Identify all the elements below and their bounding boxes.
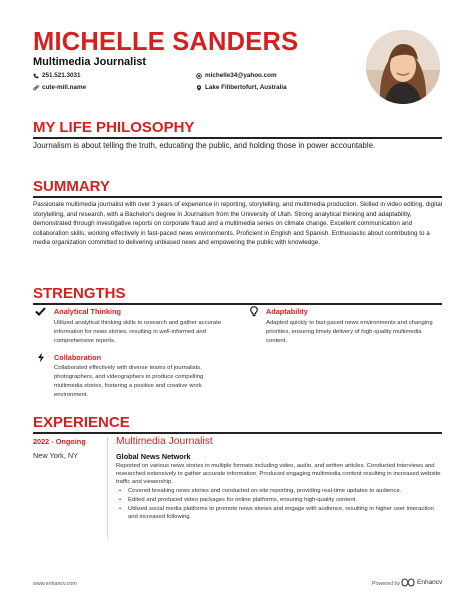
footer-logo xyxy=(401,578,442,587)
timeline-line xyxy=(107,438,108,538)
experience-bullets xyxy=(116,488,442,523)
list-item: • Edited and produced video packages for online platforms, ensuring high-quality content. xyxy=(116,497,442,505)
strength-description: Adapted quickly to fast-paced news environments and changing priorities, ensuring timely delivery of high-quality multimedia content. xyxy=(266,320,433,344)
website-text[interactable]: cute-mill.name xyxy=(42,84,87,91)
check-icon xyxy=(35,307,46,316)
strength-title: Analytical Thinking xyxy=(54,307,121,316)
experience-description: Reported on various news stories in multiple formats including video, audio, and written articles. Conducted interviews and researched extensively to gather accurate information. Produced engaging multimedia content resulting in increased website traffic and viewership. xyxy=(116,463,441,485)
strength-title: Collaboration xyxy=(54,353,102,362)
philosophy-text: Journalism is about telling the truth, educating the public, and holding those in power accountable. xyxy=(33,141,376,150)
location-text: Lake Filibertofurt, Australia xyxy=(205,84,287,91)
candidate-name: MICHELLE SANDERS xyxy=(33,28,299,56)
lightbulb-icon xyxy=(250,306,258,317)
footer-website[interactable]: www.enhancv.com xyxy=(33,581,77,587)
strength-description: Collaborated effectively with diverse teams of journalists, photographers, and videographers to produce compelling multimedia stories, fostering a positive and creative work environment. xyxy=(54,365,204,398)
footer-brand: Enhancv xyxy=(417,579,443,586)
strength-title: Adaptability xyxy=(266,307,308,316)
experience-location: New York, NY xyxy=(33,451,79,460)
contact-location xyxy=(196,84,287,91)
summary-text: Passionate multimedia journalist with over 3 years of experience in reporting, storytelling, and multimedia production. Skilled in video editing, digital storytelling, and research, with a Bachelor's degree in Journalism from the University of Utah. Strong analytical thinking and adaptability, demonstrated through investigative reports on corporate fraud and a multimedia series on climate change. Excellent communication and collaboration skills, working effectively in fast-paced news environments. Proficient in English and Spanish. Enthusiastic about contributing to a media organization committed to delivering unbiased news and empowering the public with knowledge. xyxy=(33,201,443,247)
contact-phone xyxy=(33,72,81,79)
candidate-title: Multimedia Journalist xyxy=(33,56,147,68)
strength-description: Utilized analytical thinking skills to research and gather accurate information for news stories, resulting in well-informed and comprehensive reports. xyxy=(54,320,221,344)
contact-email[interactable] xyxy=(196,72,277,79)
strengths-heading: STRENGTHS xyxy=(33,285,126,302)
experience-heading: EXPERIENCE xyxy=(33,414,130,431)
lightning-icon xyxy=(37,352,45,363)
footer-powered-by: Powered by xyxy=(372,581,400,587)
summary-heading: SUMMARY xyxy=(33,178,110,195)
section-divider xyxy=(33,432,442,434)
list-item: • Utilized social media platforms to promote news stories and engage with audience, resulting in higher user interaction and increased following. xyxy=(116,506,442,522)
list-item: • Covered breaking news stories and conducted on-site reporting, providing real-time updates to audience. xyxy=(116,488,442,496)
location-pin-icon xyxy=(196,85,202,91)
contact-website[interactable] xyxy=(33,84,86,91)
experience-dates: 2022 - Ongoing xyxy=(33,437,86,446)
section-divider xyxy=(33,137,442,139)
experience-company: Global News Network xyxy=(116,452,191,461)
experience-role: Multimedia Journalist xyxy=(116,436,213,447)
section-divider xyxy=(33,303,442,305)
phone-icon xyxy=(33,73,39,79)
enhancv-logo-icon xyxy=(401,578,415,587)
philosophy-heading: MY LIFE PHILOSOPHY xyxy=(33,119,195,136)
link-icon xyxy=(33,85,39,91)
profile-photo xyxy=(366,30,440,104)
section-divider xyxy=(33,196,442,198)
at-sign-icon xyxy=(196,73,202,79)
phone-text: 251.521.3031 xyxy=(42,72,81,79)
email-text[interactable]: michelle34@yahoo.com xyxy=(205,72,277,79)
